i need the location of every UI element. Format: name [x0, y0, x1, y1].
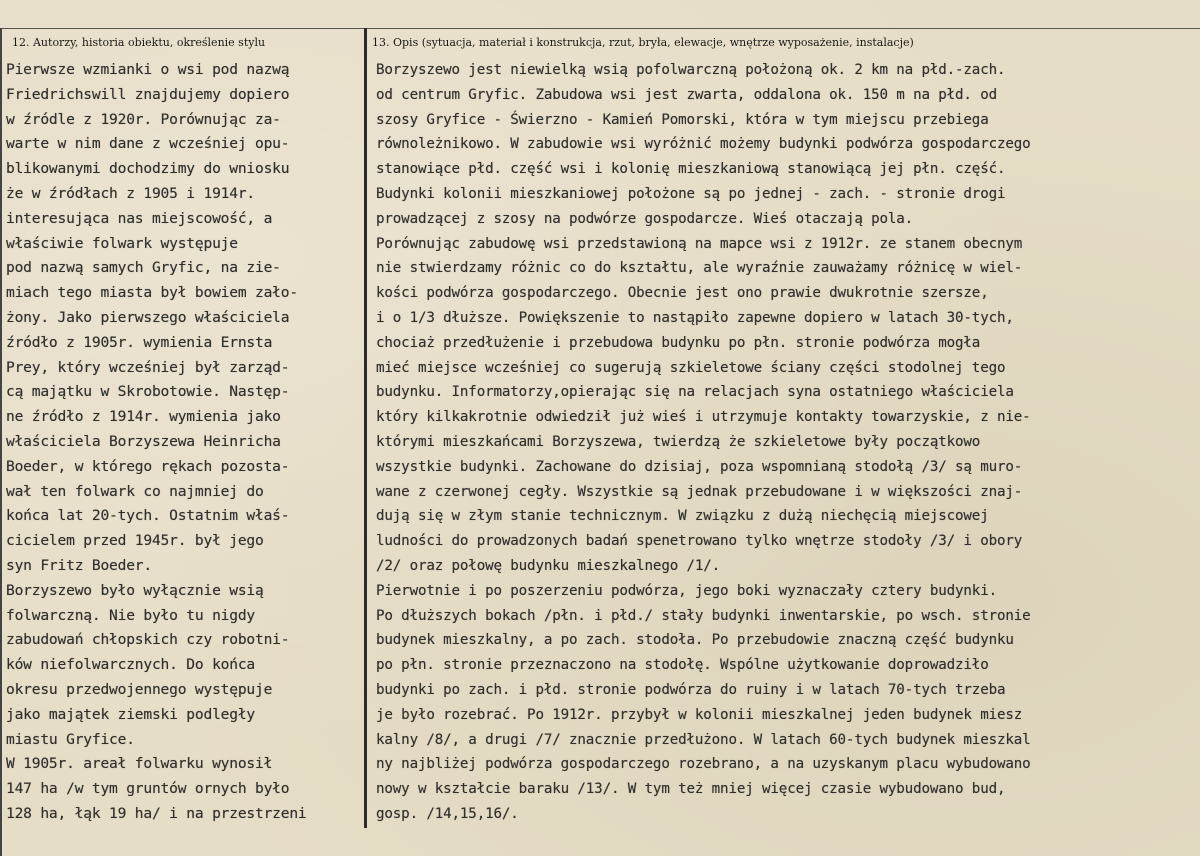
description-text-line: kości podwórza gospodarczego. Obecnie jest ono prawie dwukrotnie szersze, [376, 285, 989, 302]
description-text-line: kalny /8/, a drugi /7/ znacznie przedłużono. W latach 60-tych budynek mieszkal [376, 731, 1031, 748]
history-text-line: w źródle z 1920r. Porównując za- [6, 110, 281, 128]
history-text-line: interesująca nas miejscowość, a [6, 209, 273, 227]
description-text-line: nie stwierdzamy różnic co do kształtu, ale wyraźnie zauważamy różnicę w wiel- [376, 260, 1023, 277]
description-text-line: który kilkakrotnie odwiedził już wieś i utrzymuje kontakty towarzyskie, z nie- [376, 409, 1031, 426]
section-13-header: 13. Opis (sytuacja, materiał i konstrukcja, rzut, bryła, elewacje, wnętrze wyposażenie, instalacje) [372, 36, 914, 49]
description-text-line: Porównując zabudowę wsi przedstawioną na mapce wsi z 1912r. ze stanem obecnym [376, 235, 1023, 252]
column-divider [364, 28, 367, 828]
history-text-line: że w źródłach z 1905 i 1914r. [6, 184, 255, 202]
description-text-line: gosp. /14,15,16/. [376, 805, 519, 822]
description-text-line: wane z czerwonej cegły. Wszystkie są jednak przebudowane i w większości znaj- [376, 483, 1023, 500]
history-text-line: właściwie folwark występuje [6, 234, 238, 252]
description-text-line: prowadzącej z szosy na podwórze gospodarcze. Wieś otaczają pola. [376, 210, 914, 227]
description-text-line: chociaż przedłużenie i przebudowa budynku po płn. stronie podwórza mogła [376, 334, 981, 351]
description-text-line: stanowiące płd. część wsi i kolonię mieszkaniową stanowiącą jej płn. część. [376, 161, 1006, 178]
description-text-line: ny najbliżej podwórza gospodarczego rozebrano, a na uzyskanym placu wybudowano [376, 756, 1031, 773]
history-text-line: wał ten folwark co najmniej do [6, 482, 264, 500]
history-text-line: Borzyszewo było wyłącznie wsią [6, 581, 264, 599]
history-text-line: ków niefolwarcznych. Do końca [6, 656, 255, 674]
history-text-line: miastu Gryfice. [6, 730, 135, 748]
description-text-line: mieć miejsce wcześniej co sugerują szkieletowe ściany części stodolnej tego [376, 359, 1006, 376]
history-text-line: 128 ha, łąk 19 ha/ i na przestrzeni [6, 804, 307, 822]
history-text-line: Friedrichswill znajdujemy dopiero [6, 85, 290, 103]
history-text-line: Boeder, w którego rękach pozosta- [6, 457, 290, 475]
description-text-line: dują się w złym stanie technicznym. W związku z dużą niechęcią miejscowej [376, 508, 989, 525]
description-text-line: i o 1/3 dłuższe. Powiększenie to nastąpiło zapewne dopiero w latach 30-tych, [376, 309, 1014, 326]
history-text-line: folwarczną. Nie było tu nigdy [6, 606, 255, 624]
description-column [376, 58, 1191, 827]
description-text-line: Pierwotnie i po poszerzeniu podwórza, jego boki wyznaczały cztery budynki. [376, 582, 997, 599]
description-text-line: budynek mieszkalny, a po zach. stodoła. Po przebudowie znaczną część budynku [376, 632, 1014, 649]
description-text-line: Budynki kolonii mieszkaniowej położone są po jednej - zach. - stronie drogi [376, 185, 1006, 202]
history-text-line: miach tego miasta był bowiem zało- [6, 284, 298, 302]
description-text-line: Po dłuższych bokach /płn. i płd./ stały budynki inwentarskie, po wsch. stronie [376, 607, 1031, 624]
history-text-line: zabudowań chłopskich czy robotni- [6, 631, 290, 649]
section-12-header: 12. Autorzy, historia obiektu, określenie stylu [12, 36, 266, 49]
history-text-line: właściciela Borzyszewa Heinricha [6, 432, 281, 450]
description-text-line: od centrum Gryfic. Zabudowa wsi jest zwarta, oddalona ok. 150 m na płd. od [376, 86, 997, 103]
top-rule [0, 28, 1200, 29]
description-text-line: nowy w kształcie baraku /13/. W tym też mniej więcej czasie wybudowano bud, [376, 781, 1006, 798]
description-text-line: ludności do prowadzonych badań spenetrowano tylko wnętrze stodoły /3/ i obory [376, 533, 1023, 550]
history-column [6, 58, 362, 827]
description-text-line: po płn. stronie przeznaczono na stodołę. Wspólne użytkowanie doprowadziło [376, 657, 989, 674]
description-text-line: szosy Gryfice - Świerzno - Kamień Pomorski, która w tym miejscu przebiega [376, 111, 989, 128]
history-text-line: Prey, który wcześniej był zarząd- [6, 358, 290, 376]
history-text-line: cicielem przed 1945r. był jego [6, 532, 264, 550]
history-text-line: 147 ha /w tym gruntów ornych było [6, 780, 290, 798]
description-text-line: równoleżnikowo. W zabudowie wsi wyróżnić możemy budynki podwórza gospodarczego [376, 136, 1031, 153]
history-text-line: ne źródło z 1914r. wymienia jako [6, 408, 281, 426]
history-text-line: jako majątek ziemski podległy [6, 705, 255, 723]
description-text-line: Borzyszewo jest niewielką wsią pofolwarczną położoną ok. 2 km na płd.-zach. [376, 62, 1006, 78]
description-text-line: /2/ oraz połowę budynku mieszkalnego /1/. [376, 557, 721, 574]
history-text-line: Pierwsze wzmianki o wsi pod nazwą [6, 61, 290, 78]
history-text-line: syn Fritz Boeder. [6, 556, 152, 574]
history-text-line: cą majątku w Skrobotowie. Następ- [6, 383, 290, 401]
history-text-line: pod nazwą samych Gryfic, na zie- [6, 259, 281, 277]
description-text-line: wszystkie budynki. Zachowane do dzisiaj, poza wspomnianą stodołą /3/ są muro- [376, 458, 1023, 475]
history-text-line: końca lat 20-tych. Ostatnim właś- [6, 507, 290, 525]
description-text-line: którymi mieszkańcami Borzyszewa, twierdzą że szkieletowe były początkowo [376, 433, 981, 450]
description-text-line: budynki po zach. i płd. stronie podwórza do ruiny i w latach 70-tych trzeba [376, 681, 1006, 698]
history-text-line: źródło z 1905r. wymienia Ernsta [6, 333, 273, 351]
description-text-line: budynku. Informatorzy,opierając się na relacjach syna ostatniego właściciela [376, 384, 1014, 401]
history-text-line: warte w nim dane z wcześniej opu- [6, 135, 290, 153]
history-text-line: żony. Jako pierwszego właściciela [6, 308, 290, 326]
description-text-line: je było rozebrać. Po 1912r. przybył w kolonii mieszkalnej jeden budynek miesz [376, 706, 1023, 723]
history-text-line: W 1905r. areał folwarku wynosił [6, 755, 273, 773]
history-text-line: okresu przedwojennego występuje [6, 680, 273, 698]
left-rule [0, 28, 2, 856]
history-text-line: blikowanymi dochodzimy do wniosku [6, 160, 290, 178]
